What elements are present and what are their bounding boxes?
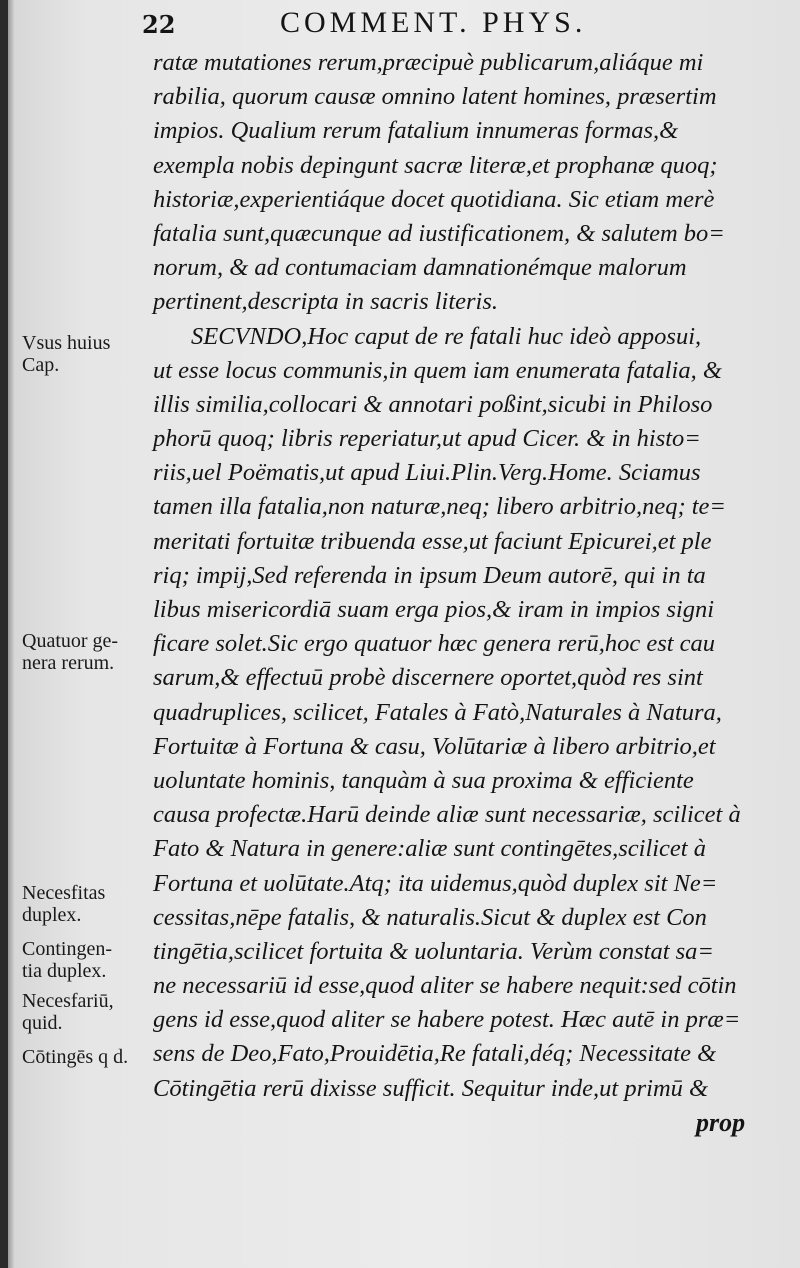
text-line: tingētia,scilicet fortuita & uoluntaria. Verùm constat sa= <box>153 937 714 965</box>
margin-note-line: Necesfitas <box>22 882 106 904</box>
text-line: rabilia, quorum causæ omnino latent homines, præsertim <box>153 83 717 111</box>
margin-note-contingens <box>22 1046 167 1068</box>
margin-note-line: tia duplex. <box>22 960 107 982</box>
margin-note-line: Quatuor ge- <box>22 630 119 652</box>
text-line: sarum,& effectuū probè discernere oportet,quòd res sint <box>153 664 703 692</box>
text-line: meritati fortuitæ tribuenda esse,ut faciunt Epicurei,et ple <box>153 527 712 555</box>
text-line: tamen illa fatalia,non naturæ,neq; libero arbitrio,neq; te= <box>153 493 726 521</box>
margin-note-line: Vsus huius <box>22 332 111 354</box>
text-line: causa profectæ.Harū deinde aliæ sunt necessariæ, scilicet à <box>153 801 741 829</box>
text-line: ficare solet.Sic ergo quatuor hæc genera rerū,hoc est cau <box>153 630 716 658</box>
text-line: libus misericordiā suam erga pios,& iram in impios signi <box>153 596 715 623</box>
margin-note-line: Cap. <box>22 354 60 376</box>
running-head: COMMENT. PHYS. <box>280 6 587 39</box>
text-line: SECVNDO,Hoc caput de re fatali huc ideò apposui, <box>191 322 702 350</box>
margin-note-contingentia <box>22 938 167 982</box>
text-line: fatalia sunt,quæcunque ad iustificationem, & salutem bo= <box>153 219 725 247</box>
text-line: riis,uel Poëmatis,ut apud Liui.Plin.Verg.Home. Sciamus <box>153 459 701 487</box>
text-line: norum, & ad contumaciam damnationémque malorum <box>153 254 687 282</box>
margin-note-line: nera rerum. <box>22 652 115 674</box>
margin-note-line: duplex. <box>22 904 82 926</box>
text-line: ratæ mutationes rerum,præcipuè publicarum,aliáque mi <box>153 49 704 76</box>
margin-note-necessarium <box>22 990 167 1034</box>
margin-note-quatuor-genera <box>22 630 167 674</box>
text-line: illis similia,collocari & annotari poßint,sicubi in Philoso <box>153 390 713 418</box>
text-line: quadruplices, scilicet, Fatales à Fatò,Naturales à Natura, <box>153 698 722 726</box>
text-line: ut esse locus communis,in quem iam enumerata fatalia, & <box>153 356 722 384</box>
text-line: sens de Deo,Fato,Prouidētia,Re fatali,déq; Necessitate & <box>153 1040 717 1068</box>
text-line: ne necessariū id esse,quod aliter se habere nequit:sed cōtin <box>153 972 737 1000</box>
main-text-block <box>153 46 758 1106</box>
catchword: prop <box>696 1108 746 1137</box>
margin-note-usus <box>22 332 167 376</box>
page-number: 22 <box>142 10 176 39</box>
page-header <box>8 4 800 44</box>
text-line: Fortuitæ à Fortuna & casu, Volūtariæ à libero arbitrio,et <box>153 732 716 760</box>
text-line: exempla nobis depingunt sacræ literæ,et prophanæ quoq; <box>153 151 718 179</box>
margin-note-line: quid. <box>22 1012 63 1034</box>
text-line: phorū quoq; libris reperiatur,ut apud Cicer. & in histo= <box>153 425 701 453</box>
text-line: Cōtingētia rerū dixisse sufficit. Sequitur inde,ut primū & <box>153 1074 709 1102</box>
margin-note-line: Contingen- <box>22 938 112 960</box>
text-line: pertinent,descripta in sacris literis. <box>153 288 499 316</box>
text-line: impios. Qualium rerum fatalium innumeras formas,& <box>153 117 679 145</box>
text-line: uoluntate hominis, tanquàm à sua proxima & efficiente <box>153 766 694 794</box>
margin-note-line: Necesfariū, <box>22 990 114 1012</box>
text-line: Fortuna et uolūtate.Atq; ita uidemus,quòd duplex sit Ne= <box>153 869 718 897</box>
margin-note-line: Cōtingēs q d. <box>22 1046 129 1068</box>
text-line: Fato & Natura in genere:aliæ sunt contingētes,scilicet à <box>153 835 706 863</box>
text-line: cessitas,nēpe fatalis, & naturalis.Sicut & duplex est Con <box>153 903 707 931</box>
text-line: gens id esse,quod aliter se habere potest. Hæc autē in præ= <box>153 1006 741 1034</box>
page-gutter-edge <box>8 0 14 1268</box>
text-line: historiæ,experientiáque docet quotidiana. Sic etiam merè <box>153 185 715 213</box>
book-page <box>8 0 800 1268</box>
text-line: riq; impij,Sed referenda in ipsum Deum autorē, qui in ta <box>153 561 706 589</box>
margin-note-necessitas <box>22 882 167 926</box>
